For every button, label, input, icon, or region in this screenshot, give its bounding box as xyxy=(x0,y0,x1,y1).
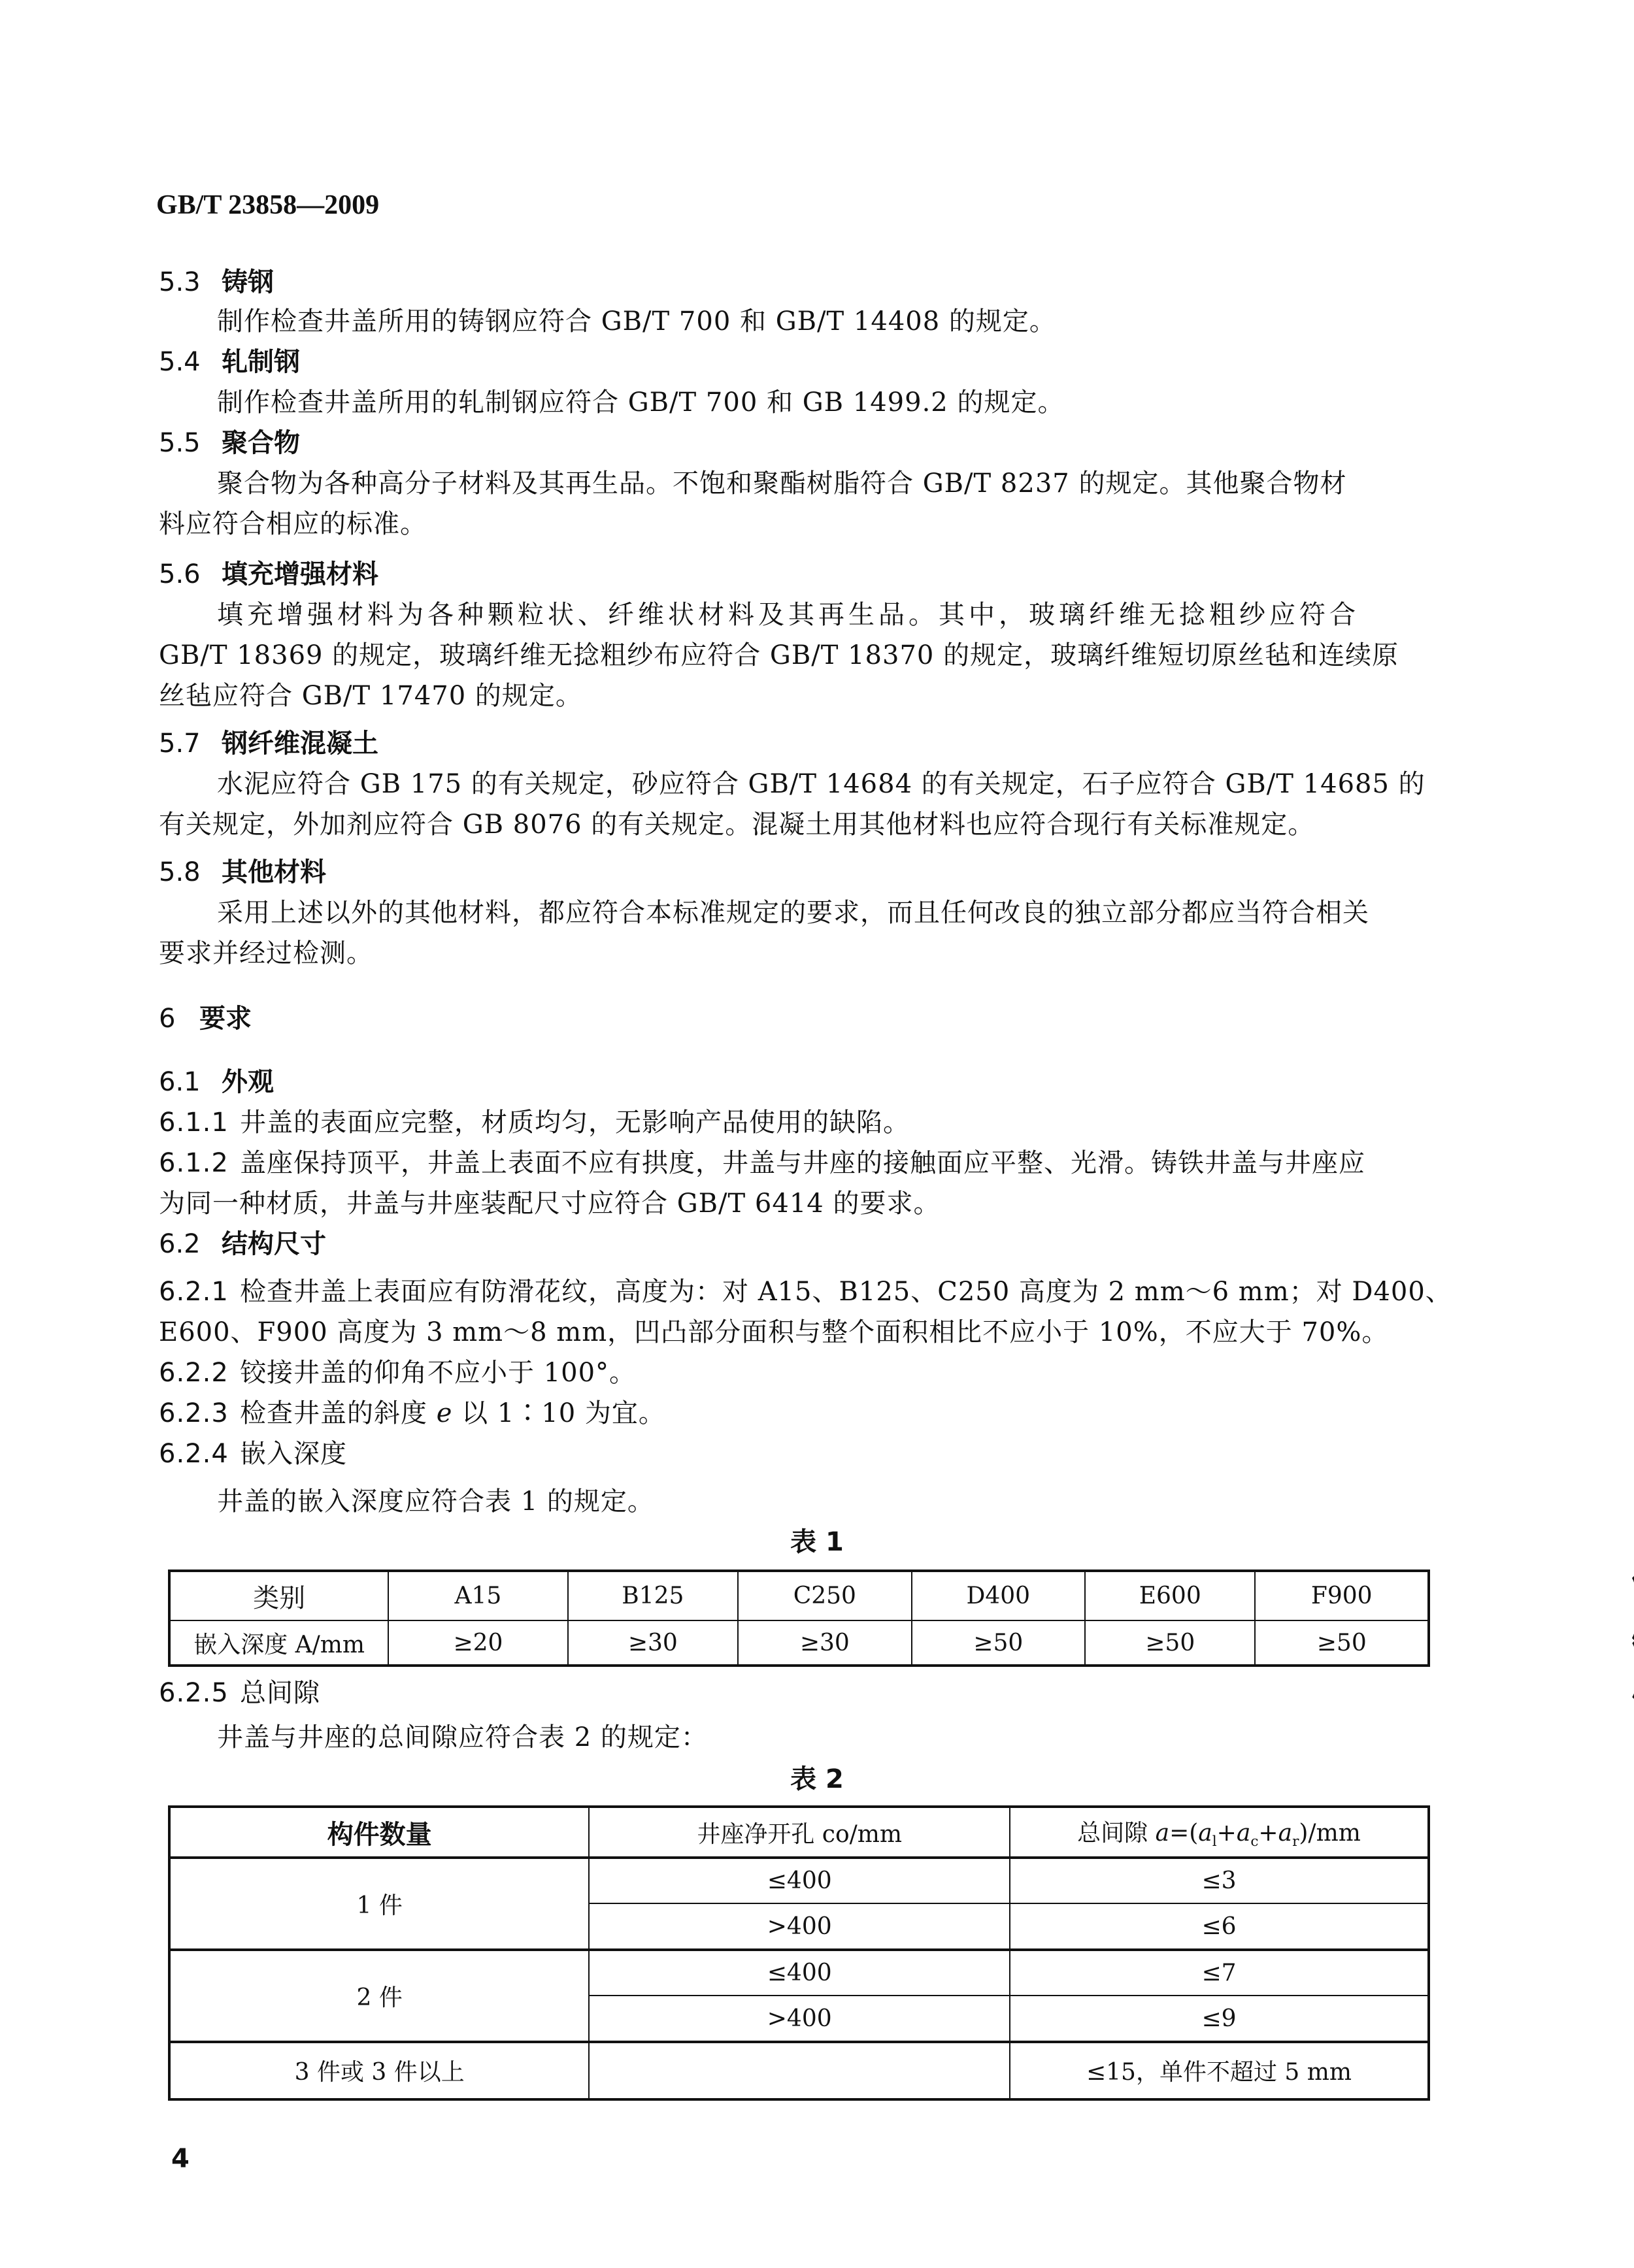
section-number: 5.8 xyxy=(159,857,201,887)
document-code: GB/T 23858—2009 xyxy=(156,190,380,220)
clause-6-1-2 xyxy=(159,1143,1365,1183)
paragraph-line: 采用上述以外的其他材料，都应符合本标准规定的要求，而且任何改良的独立部分都应当符合相关 xyxy=(217,898,1369,928)
formula-variable: a xyxy=(1278,1819,1293,1847)
clause-text: 井盖的表面应完整，材质均匀，无影响产品使用的缺陷。 xyxy=(240,1108,910,1138)
clause-number: 6.2.4 xyxy=(159,1439,229,1469)
table-row xyxy=(169,2042,1429,2099)
clause-number: 6.2.1 xyxy=(159,1277,229,1307)
clause-text: 检查井盖上表面应有防滑花纹，高度为：对 A15、B125、C250 高度为 2 mm～6 mm；对 D400、 xyxy=(240,1277,1452,1307)
table-cell: ≥30 xyxy=(738,1620,911,1666)
section-heading-5-8 xyxy=(159,852,326,893)
table-cell: ≥50 xyxy=(912,1620,1085,1666)
clause-text: 铰接井盖的仰角不应小于 100°。 xyxy=(240,1358,637,1388)
table-header-cell: 类别 xyxy=(169,1571,388,1620)
clause-title: 总间隙 xyxy=(240,1678,320,1708)
table-cell: ≥50 xyxy=(1085,1620,1255,1666)
clause-number: 6.2.5 xyxy=(159,1678,229,1708)
section-heading-5-6 xyxy=(159,554,378,595)
slope-variable: e xyxy=(436,1398,453,1428)
clause-continuation: E600、F900 高度为 3 mm～8 mm，凹凸部分面积与整个面积相比不应小于 10%，不应大于 70%。 xyxy=(159,1317,1389,1347)
table-cell-count: 2 件 xyxy=(169,1950,589,2042)
section-number: 5.6 xyxy=(159,559,201,589)
section-heading-6-2 xyxy=(159,1224,326,1264)
clause-6-2-5 xyxy=(159,1673,320,1713)
clause-6-2-2 xyxy=(159,1353,636,1393)
section-number: 5.7 xyxy=(159,729,201,759)
section-title: 结构尺寸 xyxy=(222,1229,326,1259)
formula-variable: a xyxy=(1198,1819,1212,1847)
clause-number: 6.1.1 xyxy=(159,1108,229,1138)
table-cell: ≤7 xyxy=(1010,1950,1429,1996)
formula-subscript: l xyxy=(1212,1833,1217,1850)
table-row xyxy=(169,1950,1429,1996)
paragraph-line: 聚合物为各种高分子材料及其再生品。不饱和聚酯树脂符合 GB/T 8237 的规定。其他聚合物材 xyxy=(217,468,1347,499)
table-cell: 嵌入深度 A/mm xyxy=(169,1620,388,1666)
table-cell-count: 3 件或 3 件以上 xyxy=(169,2042,589,2099)
paragraph-line: 丝毡应符合 GB/T 17470 的规定。 xyxy=(159,681,582,711)
table-row xyxy=(169,1620,1429,1666)
table-header-cell: 井座净开孔 co/mm xyxy=(589,1807,1010,1858)
table-cell: ≤3 xyxy=(1010,1858,1429,1903)
clause-number: 6.1.2 xyxy=(159,1148,229,1178)
formula-unit: )/mm xyxy=(1299,1819,1361,1847)
table-2 xyxy=(168,1805,1430,2101)
paragraph-line: 料应符合相应的标准。 xyxy=(159,509,427,539)
clause-6-2-4 xyxy=(159,1434,347,1474)
paragraph: 制作检查井盖所用的铸钢应符合 GB/T 700 和 GB/T 14408 的规定。 xyxy=(217,306,1056,337)
section-title: 填充增强材料 xyxy=(222,559,378,589)
table-cell: ≤9 xyxy=(1010,1996,1429,2041)
table-header-row xyxy=(169,1571,1429,1620)
section-heading-5-7 xyxy=(159,723,378,764)
table-cell: ≥50 xyxy=(1255,1620,1429,1666)
section-number: 6.1 xyxy=(159,1067,201,1097)
table-2-caption: 表 2 xyxy=(790,1764,844,1794)
clause-6-2-3 xyxy=(159,1393,665,1434)
table-1-caption: 表 1 xyxy=(790,1527,844,1557)
section-number: 5.3 xyxy=(159,267,201,297)
table-header-row xyxy=(169,1807,1429,1858)
page-number: 4 xyxy=(171,2144,190,2174)
table-cell: >400 xyxy=(589,1996,1010,2041)
clause-number: 6.2.2 xyxy=(159,1358,229,1388)
paragraph: 井盖的嵌入深度应符合表 1 的规定。 xyxy=(217,1487,654,1517)
table-header-cell-total-gap xyxy=(1010,1807,1429,1858)
clause-number: 6.2.3 xyxy=(159,1398,229,1428)
section-title: 钢纤维混凝土 xyxy=(222,729,378,759)
section-title: 聚合物 xyxy=(222,428,300,458)
table-header-cell: E600 xyxy=(1085,1571,1255,1620)
chapter-title: 要求 xyxy=(199,1004,252,1034)
table-cell: ≤400 xyxy=(589,1950,1010,1996)
table-cell: ≥20 xyxy=(388,1620,567,1666)
paragraph-line: 水泥应符合 GB 175 的有关规定，砂应符合 GB/T 14684 的有关规定，石子应符合 GB/T 14685 的 xyxy=(217,769,1426,799)
clause-text: 检查井盖的斜度 xyxy=(240,1398,437,1428)
paragraph: 井盖与井座的总间隙应符合表 2 的规定： xyxy=(217,1722,708,1752)
section-heading-6-1 xyxy=(159,1062,274,1102)
formula-variable: a xyxy=(1236,1819,1251,1847)
table-cell: ≤15，单件不超过 5 mm xyxy=(1010,2042,1429,2099)
paragraph-line: 要求并经过检测。 xyxy=(159,938,373,968)
formula-operator: + xyxy=(1216,1819,1237,1847)
table-cell-count: 1 件 xyxy=(169,1858,589,1950)
header-text: 总间隙 xyxy=(1077,1819,1156,1847)
section-number: 6.2 xyxy=(159,1229,201,1259)
chapter-number: 6 xyxy=(159,1004,176,1034)
clause-continuation: 为同一种材质，井盖与井座装配尺寸应符合 GB/T 6414 的要求。 xyxy=(159,1189,941,1219)
table-header-cell: A15 xyxy=(388,1571,567,1620)
formula-variable: a xyxy=(1155,1819,1170,1847)
formula-operator: + xyxy=(1258,1819,1278,1847)
clause-text-end: 以 1∶10 为宜。 xyxy=(452,1398,665,1428)
table-header-cell: D400 xyxy=(912,1571,1085,1620)
section-heading-5-3 xyxy=(159,262,274,303)
table-header-cell: B125 xyxy=(568,1571,738,1620)
table-header-cell: F900 xyxy=(1255,1571,1429,1620)
table-header-cell: C250 xyxy=(738,1571,911,1620)
table-row xyxy=(169,1858,1429,1903)
paragraph-line: 填充增强材料为各种颗粒状、纤维状材料及其再生品。其中，玻璃纤维无捻粗纱应符合 xyxy=(217,600,1359,630)
section-title: 铸钢 xyxy=(222,267,274,297)
section-title: 轧制钢 xyxy=(222,347,300,377)
section-title: 其他材料 xyxy=(222,857,326,887)
clause-6-2-1 xyxy=(159,1272,1452,1312)
table-cell: ≤6 xyxy=(1010,1903,1429,1949)
binding-mark-icon xyxy=(1608,1634,1634,1707)
section-number: 5.5 xyxy=(159,428,201,458)
table-1 xyxy=(168,1570,1430,1667)
clause-title: 嵌入深度 xyxy=(240,1439,347,1469)
formula-operator: =( xyxy=(1169,1819,1199,1847)
section-title: 外观 xyxy=(222,1067,274,1097)
table-cell xyxy=(589,2042,1010,2099)
clause-6-1-1 xyxy=(159,1102,910,1143)
chapter-heading-6 xyxy=(159,998,252,1039)
formula-subscript: c xyxy=(1250,1833,1259,1850)
clause-text: 盖座保持顶平，井盖上表面不应有拱度，井盖与井座的接触面应平整、光滑。铸铁井盖与井座应 xyxy=(240,1148,1365,1178)
section-heading-5-4 xyxy=(159,342,300,382)
paragraph: 制作检查井盖所用的轧制钢应符合 GB/T 700 和 GB 1499.2 的规定。 xyxy=(217,387,1065,418)
table-cell: ≤400 xyxy=(589,1858,1010,1903)
table-cell: ≥30 xyxy=(568,1620,738,1666)
formula-subscript: r xyxy=(1292,1833,1299,1850)
paragraph-line: GB/T 18369 的规定，玻璃纤维无捻粗纱布应符合 GB/T 18370 的规定，玻璃纤维短切原丝毡和连续原 xyxy=(159,640,1399,670)
paragraph-line: 有关规定，外加剂应符合 GB 8076 的有关规定。混凝土用其他材料也应符合现行有关标准规定。 xyxy=(159,810,1315,840)
table-cell: >400 xyxy=(589,1903,1010,1949)
section-heading-5-5 xyxy=(159,423,300,463)
section-number: 5.4 xyxy=(159,347,201,377)
table-header-cell: 构件数量 xyxy=(169,1807,589,1858)
